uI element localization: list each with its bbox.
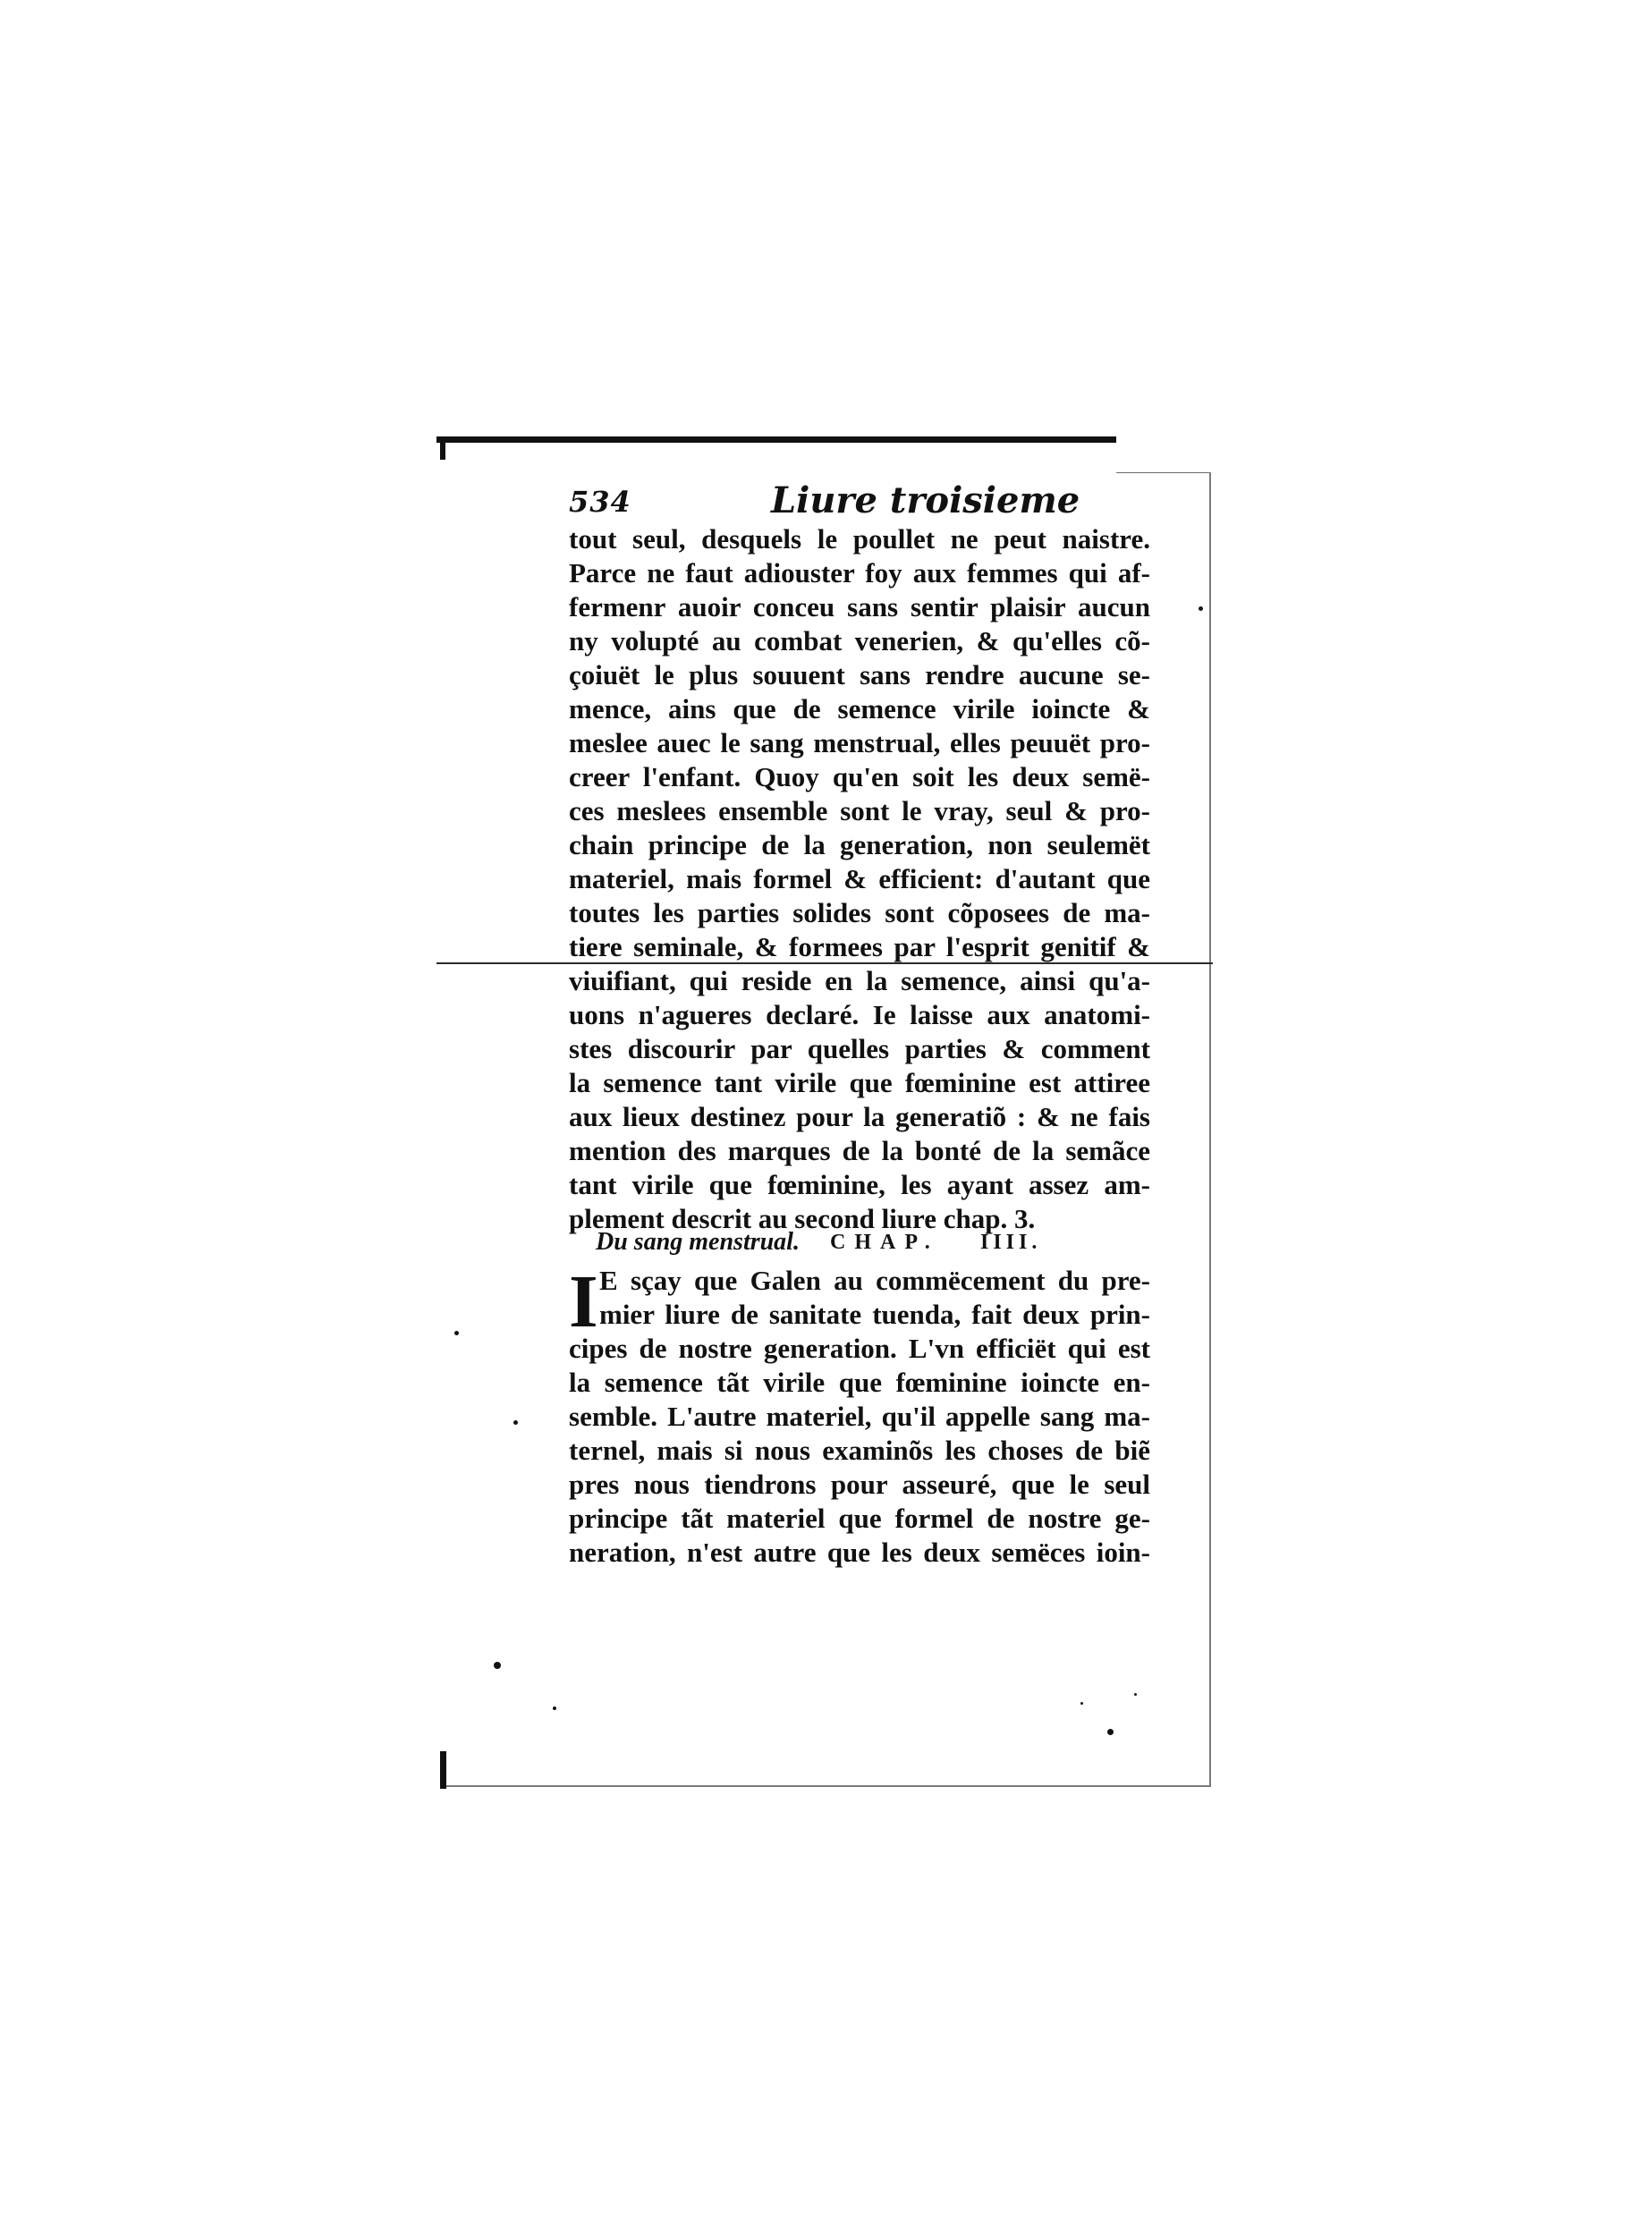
- text-line: mier liure de sanitate tuenda, fait deux prin-: [599, 1299, 1150, 1330]
- text-line: ny volupté au combat venerien, & qu'elles cõ-: [569, 625, 1150, 656]
- book-page: [436, 436, 1213, 1799]
- scan-speck: [1199, 606, 1203, 611]
- text-line: stes discourir par quelles parties & comment: [569, 1033, 1150, 1064]
- text-line: viuifiant, qui reside en la semence, ainsi qu'a-: [569, 965, 1150, 996]
- scan-speck: [1080, 1702, 1083, 1705]
- running-title: Liure troisieme: [771, 479, 1080, 521]
- text-line: tiere seminale, & formees par l'esprit genitif &: [569, 931, 1150, 962]
- scan-speck: [454, 1331, 459, 1335]
- chapter-label: CHAP.: [830, 1231, 939, 1254]
- right-border: [1209, 472, 1211, 1787]
- bottom-corner-mark: [440, 1751, 446, 1789]
- text-line: ces meslees ensemble sont le vray, seul & pro-: [569, 795, 1150, 826]
- text-line: la semence tant virile que fœminine est attiree: [569, 1067, 1150, 1098]
- chapter-title: Du sang menstrual.: [596, 1228, 800, 1256]
- scan-speck: [1107, 1729, 1114, 1735]
- text-line: uons n'agueres declaré. Ie laisse aux anatomi-: [569, 999, 1150, 1030]
- scan-speck: [494, 1662, 501, 1669]
- text-line: semble. L'autre materiel, qu'il appelle sang ma-: [569, 1401, 1150, 1432]
- text-line: Parce ne faut adiouster foy aux femmes qui af-: [569, 557, 1150, 589]
- chapter-number: IIII.: [980, 1231, 1042, 1254]
- top-rule-tick: [440, 436, 445, 460]
- text-line: plement descrit au second liure chap. 3.: [569, 1203, 1036, 1234]
- scan-speck: [553, 1707, 556, 1710]
- running-head: [569, 479, 1123, 522]
- text-line: creer l'enfant. Quoy qu'en soit les deux semë-: [569, 761, 1150, 792]
- text-line: pres nous tiendrons pour asseuré, que le seul: [569, 1469, 1150, 1500]
- text-line: mention des marques de la bonté de la semãce: [569, 1135, 1150, 1166]
- bottom-rule: [442, 1785, 1211, 1787]
- body-text-top: [569, 522, 1150, 1236]
- text-line: E sçay que Galen au commëcement du pre-: [599, 1265, 1150, 1296]
- text-line: tant virile que fœminine, les ayant assez am-: [569, 1169, 1150, 1200]
- scan-speck: [1134, 1693, 1137, 1696]
- text-line: principe tãt materiel que formel de nostre ge-: [569, 1503, 1150, 1534]
- text-line: ternel, mais si nous examinõs les choses de biẽ: [569, 1435, 1150, 1466]
- text-line: meslee auec le sang menstrual, elles peuuët pro-: [569, 727, 1150, 758]
- text-line: fermenr auoir conceu sans sentir plaisir aucun: [569, 591, 1150, 623]
- text-line: neration, n'est autre que les deux semëces ioin-: [569, 1537, 1150, 1568]
- text-line: tout seul, desquels le poullet ne peut naistre.: [569, 523, 1150, 555]
- text-line: aux lieux destinez pour la generatiõ : & ne fais: [569, 1101, 1150, 1132]
- text-line: toutes les parties solides sont cõposees de ma-: [569, 897, 1150, 928]
- body-text-bottom: [569, 1260, 1150, 1570]
- text-line: mence, ains que de semence virile ioincte &: [569, 693, 1150, 724]
- drop-cap: I: [569, 1260, 598, 1343]
- top-rule-thin: [1116, 472, 1210, 473]
- chapter-heading: [596, 1225, 1150, 1259]
- text-line: la semence tãt virile que fœminine ioincte en-: [569, 1367, 1150, 1398]
- page-number: 534: [569, 485, 631, 519]
- text-line: chain principe de la generation, non seulemët: [569, 829, 1150, 860]
- scan-speck: [513, 1420, 518, 1425]
- text-line: materiel, mais formel & efficient: d'autant que: [569, 863, 1150, 894]
- top-rule: [436, 436, 1116, 443]
- text-line: cipes de nostre generation. L'vn efficiët qui est: [569, 1333, 1150, 1364]
- text-line: çoiuët le plus souuent sans rendre aucune se-: [569, 659, 1150, 690]
